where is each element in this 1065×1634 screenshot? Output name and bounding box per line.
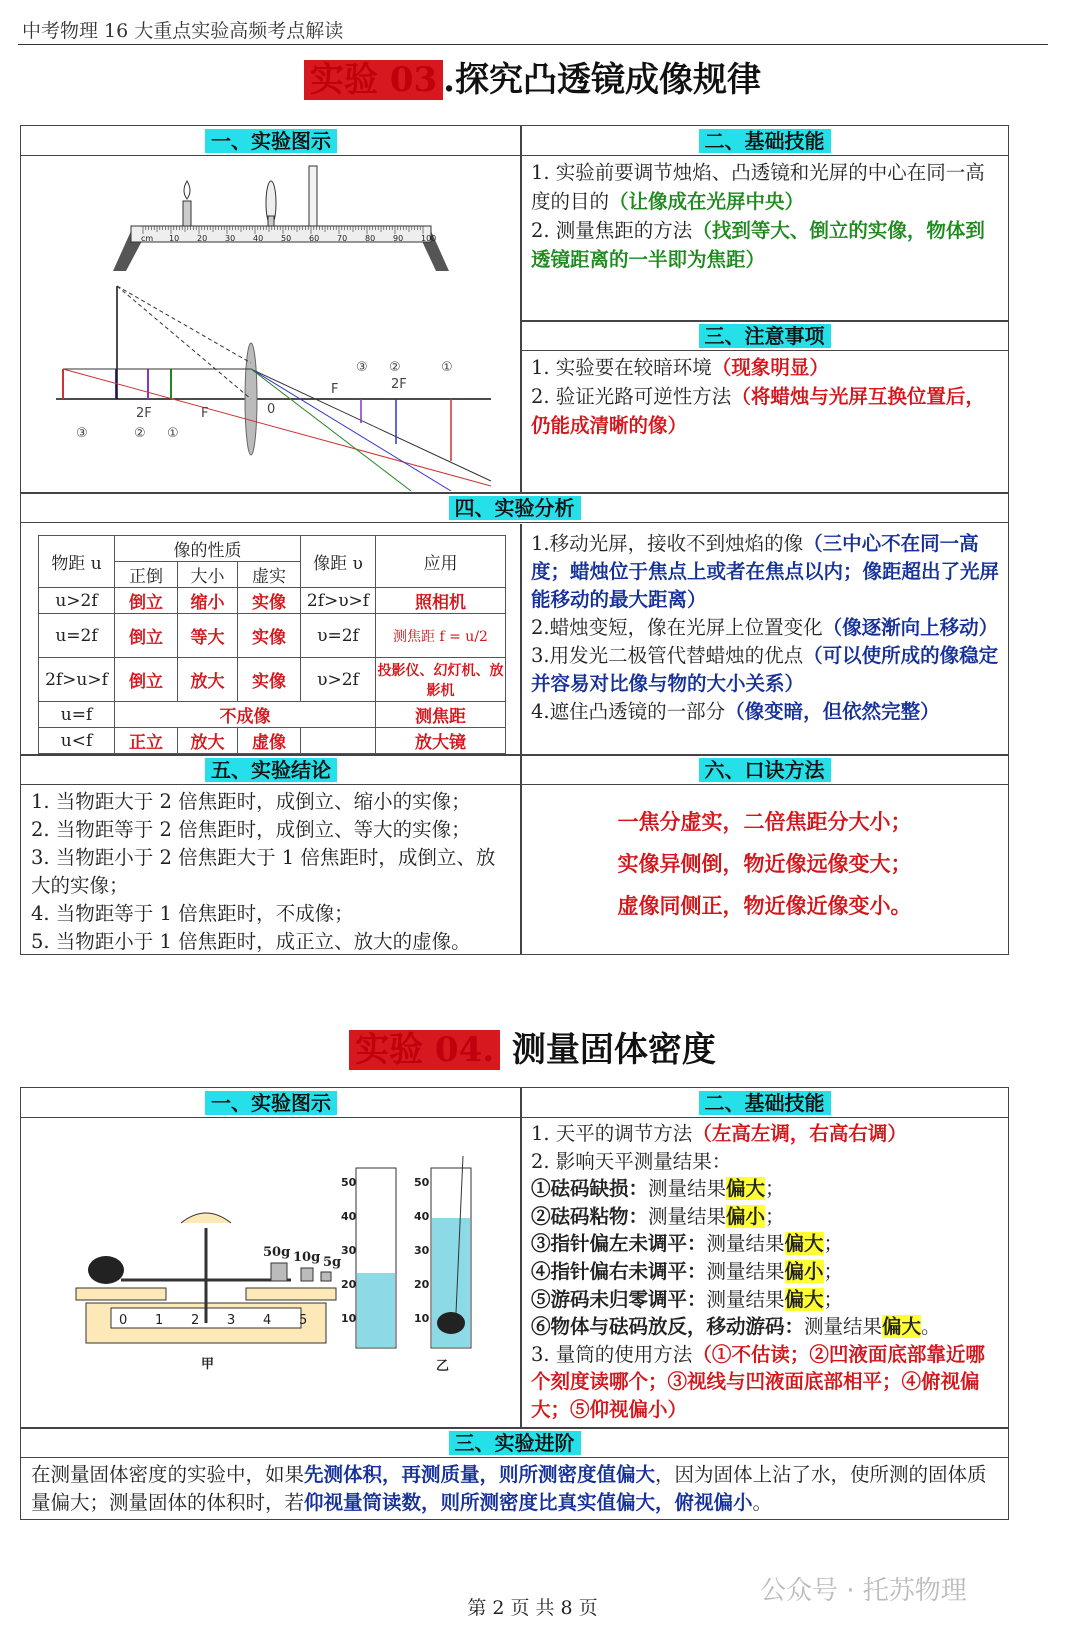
scale-label: 4 <box>263 1313 272 1328</box>
ruler-label: 40 <box>253 234 264 243</box>
cylinder-label: 20 <box>341 1278 357 1291</box>
scale-label: 0 <box>119 1313 128 1328</box>
exp03-s5: 五、实验结论 <box>205 758 337 782</box>
label-50g: 50g <box>263 1245 291 1260</box>
image-property-table: 物距 u 像的性质 像距 υ 应用 正倒 大小 虚实 u>2f 倒立 缩小 实像 2f>υ>f 照相机 u=2f 倒立 等大 实像 υ=2f 测焦距 f = u/2 2f>u>f 倒立 放大 实像 υ>2f 投影仪、幻灯机、放影机 u=f 不成像 测焦距 u<f 正立 放大 虚像 放大镜 <box>38 535 506 754</box>
scale-label: 5 <box>299 1313 308 1328</box>
cylinder-label: 50 <box>341 1176 357 1189</box>
exp03-s1: 一、实验图示 <box>205 129 337 153</box>
label-F-right: F <box>331 382 339 397</box>
exp03-conclusion: 1. 当物距大于 2 倍焦距时，成倒立、缩小的实像； 2. 当物距等于 2 倍焦距时，成倒立、等大的实像； 3. 当物距小于 2 倍焦距大于 1 倍焦距时，成倒立、放大的实像； 4. 当物距等于 1 倍焦距时，不成像； 5. 当物距小于 1 倍焦距时，成正立、放大的虚像。 <box>31 790 496 953</box>
exp04-table <box>20 1087 1009 1520</box>
ruler-label: 100 <box>421 234 437 243</box>
ruler-label: 80 <box>365 234 376 243</box>
exp03-title-text: .探究凸透镜成像规律 <box>443 60 761 100</box>
th-u: 物距 u <box>39 536 115 588</box>
exp03-s3-body: 1. 实验要在较暗环境（现象明显） 2. 验证光路可逆性方法（将蜡烛与光屏互换位置后，仍能成清晰的像） <box>531 356 985 437</box>
cylinder-label: 20 <box>414 1278 430 1291</box>
exp04-title <box>0 1022 1065 1071</box>
exp03-s6: 六、口诀方法 <box>699 758 831 782</box>
label-O: 0 <box>267 402 276 417</box>
s2-line2: 2. 测量焦距的方法 <box>531 219 693 242</box>
rock <box>88 1256 124 1284</box>
ruler-label: 20 <box>197 234 208 243</box>
cylinder-label: 40 <box>414 1210 430 1223</box>
circ3-right: ③ <box>356 360 368 375</box>
exp03-s4: 四、实验分析 <box>449 496 581 520</box>
scale-label: 1 <box>155 1313 164 1328</box>
exp04-s2: 二、基础技能 <box>699 1091 831 1115</box>
label-yi: 乙 <box>436 1359 450 1374</box>
candle <box>183 201 191 226</box>
cylinder-label: 30 <box>414 1244 430 1257</box>
label-2F-left: 2F <box>136 406 152 421</box>
cylinder-label: 30 <box>341 1244 357 1257</box>
ruler-label: 60 <box>309 234 320 243</box>
exp04-s1: 一、实验图示 <box>205 1091 337 1115</box>
s2-line2-answer: （找到等大、倒立的实像，物体到透镜距离的一半即为焦距） <box>531 219 985 271</box>
ruler-label: 10 <box>169 234 180 243</box>
exp03-tag: 实验 03 <box>304 60 443 100</box>
header-divider <box>18 44 1048 45</box>
circ2-left: ② <box>134 426 146 441</box>
exp03-title <box>0 52 1065 101</box>
label-10g: 10g <box>293 1250 321 1265</box>
weight-5g <box>321 1272 331 1281</box>
bench-screen <box>309 166 317 226</box>
lens-diagram <box>51 161 501 491</box>
ruler-label: cm <box>141 234 154 243</box>
weight-10g <box>301 1268 313 1281</box>
exp04-s3: 三、实验进阶 <box>449 1431 581 1455</box>
exp03-table <box>20 125 1009 955</box>
circ2-right: ② <box>389 360 401 375</box>
exp04-s2-body: 1. 天平的调节方法（左高左调，右高右调） 2. 影响天平测量结果： ①砝码缺损：测量结果偏大； ②砝码粘物：测量结果偏小； ③指针偏左未调平：测量结果偏大； ④指针偏右未调平：测量结果偏小； ⑤游码未归零调平：测量结果偏大； ⑥物体与砝码放反，移动游码：测量结果偏大。 3. 量筒的使用方法（①不估读；②凹液面底部靠近哪个刻度读哪个；③视线与凹液面底部相平；④俯视偏大；⑤仰视偏小） <box>531 1122 985 1421</box>
circ3-left: ③ <box>76 426 88 441</box>
page-header: 中考物理 16 大重点实验高频考点解读 <box>22 20 344 42</box>
cylinder-label: 10 <box>341 1312 357 1325</box>
label-jia: 甲 <box>201 1357 215 1372</box>
scale-label: 3 <box>227 1313 236 1328</box>
rock-in-cylinder <box>437 1312 465 1334</box>
exp03-mnemonic: 一焦分虚实，二倍焦距分大小； 实像异侧倒，物近像远像变大； 虚像同侧正，物近像近像变小。 <box>617 809 912 918</box>
cylinder-label: 40 <box>341 1210 357 1223</box>
circ1-left: ① <box>167 426 179 441</box>
s2-line1: 1. 实验前要调节烛焰、凸透镜和光屏的中心在同一高度的目的 <box>531 161 985 213</box>
water-1 <box>357 1273 395 1347</box>
label-2F-right: 2F <box>391 377 407 392</box>
label-5g: 5g <box>323 1255 342 1270</box>
scale-label: 2 <box>191 1313 200 1328</box>
cylinder-label: 50 <box>414 1176 430 1189</box>
flame <box>184 181 190 199</box>
ruler-label: 70 <box>337 234 348 243</box>
page-footer: 第 2 页 共 8 页 <box>467 1597 598 1619</box>
exp04-advanced: 在测量固体密度的实验中，如果先测体积，再测质量，则所测密度值偏大，因为固体上沾了水，使所测的固体质量偏大；测量固体的体积时，若仰视量筒读数，则所测密度比真实值偏大，俯视偏小。 <box>31 1463 987 1514</box>
circ1-right: ① <box>441 360 453 375</box>
ruler-label: 30 <box>225 234 236 243</box>
exp03-analysis: 1.移动光屏，接收不到烛焰的像（三中心不在同一高度；蜡烛位于焦点上或者在焦点以内；像距超出了光屏能移动的最大距离） 2.蜡烛变短，像在光屏上位置变化（像逐渐向上移动） 3.用发光二极管代替蜡烛的优点（可以使所成的像稳定并容易对比像与物的大小关系） 4.遮住凸透镜的一部分（像变暗，但依然完整） <box>531 532 1000 723</box>
exp04-tag: 实验 04. <box>349 1030 500 1070</box>
ruler-label: 50 <box>281 234 292 243</box>
label-F-left: F <box>201 406 209 421</box>
exp04-title-text: 测量固体密度 <box>511 1030 716 1070</box>
watermark: 公众号 · 托苏物理 <box>760 1576 967 1606</box>
density-diagram <box>51 1148 511 1408</box>
weight-50g <box>271 1263 287 1281</box>
exp03-s2: 二、基础技能 <box>699 129 831 153</box>
s2-line1-answer: （让像成在光屏中央） <box>609 190 805 213</box>
ruler-label: 90 <box>393 234 404 243</box>
cylinder-label: 10 <box>414 1312 430 1325</box>
exp03-s2-body <box>531 158 1003 274</box>
exp03-s3: 三、注意事项 <box>699 324 831 348</box>
